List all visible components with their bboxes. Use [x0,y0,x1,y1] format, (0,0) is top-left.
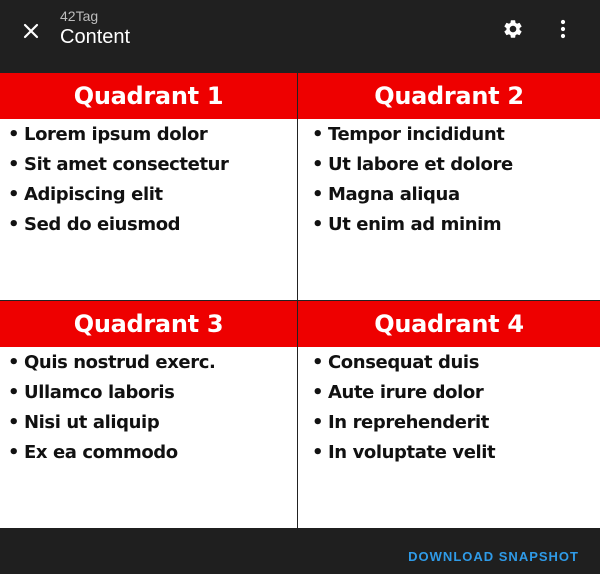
download-snapshot-button[interactable]: DOWNLOAD SNAPSHOT [408,549,579,564]
content-grid [0,73,600,528]
quadrant-list [0,347,297,468]
bullet-icon: • [312,124,324,145]
list-item-text: In voluptate velit [328,442,496,463]
list-item-text: In reprehenderit [328,412,490,433]
list-item-text: Ut enim ad minim [328,214,502,235]
bottom-bar [0,528,600,574]
bullet-icon: • [8,412,20,433]
list-item-text: Lorem ipsum dolor [24,124,208,145]
list-item [8,438,297,468]
list-item-text: Ullamco laboris [24,382,175,403]
bullet-icon: • [8,352,20,373]
list-item [312,120,600,150]
bullet-icon: • [8,184,20,205]
app-name: 42Tag [60,8,99,24]
quadrant-4 [298,301,600,528]
quadrant-list [0,119,297,240]
close-button[interactable] [14,14,48,48]
bullet-icon: • [8,442,20,463]
bullet-icon: • [312,352,324,373]
horizontal-divider [0,300,600,301]
bullet-icon: • [8,124,20,145]
quadrant-3 [0,301,297,528]
bullet-icon: • [312,214,324,235]
page-title: Content [60,26,131,48]
list-item [8,378,297,408]
list-item [312,150,600,180]
list-item [8,408,297,438]
list-item-text: Tempor incididunt [328,124,505,145]
list-item [312,438,600,468]
list-item [8,180,297,210]
list-item [8,210,297,240]
quadrant-title: Quadrant 4 [298,301,600,347]
list-item-text: Magna aliqua [328,184,460,205]
quadrant-1 [0,73,297,300]
list-item [312,180,600,210]
quadrant-title: Quadrant 2 [298,73,600,119]
bullet-icon: • [8,214,20,235]
quadrant-title: Quadrant 3 [0,301,297,347]
list-item-text: Nisi ut aliquip [24,412,160,433]
bullet-icon: • [312,382,324,403]
gear-icon [502,18,524,40]
list-item [8,150,297,180]
list-item-text: Aute irure dolor [328,382,484,403]
list-item-text: Ex ea commodo [24,442,178,463]
bullet-icon: • [312,442,324,463]
quadrant-2 [298,73,600,300]
bullet-icon: • [8,382,20,403]
bullet-icon: • [8,154,20,175]
bullet-icon: • [312,412,324,433]
list-item-text: Consequat duis [328,352,480,373]
list-item-text: Adipiscing elit [24,184,163,205]
list-item [312,210,600,240]
bullet-icon: • [312,184,324,205]
list-item [8,120,297,150]
more-options-button[interactable] [550,13,576,45]
more-vert-icon [560,19,566,39]
settings-button[interactable] [497,13,529,45]
list-item-text: Sed do eiusmod [24,214,181,235]
list-item [312,348,600,378]
quadrant-list [298,119,600,240]
quadrant-list [298,347,600,468]
close-icon [22,22,40,40]
list-item-text: Sit amet consectetur [24,154,229,175]
list-item-text: Ut labore et dolore [328,154,513,175]
quadrant-title: Quadrant 1 [0,73,297,119]
list-item [312,408,600,438]
list-item-text: Quis nostrud exerc. [24,352,216,373]
top-app-bar [0,0,600,73]
list-item [8,348,297,378]
bullet-icon: • [312,154,324,175]
list-item [312,378,600,408]
title-block [60,7,130,49]
